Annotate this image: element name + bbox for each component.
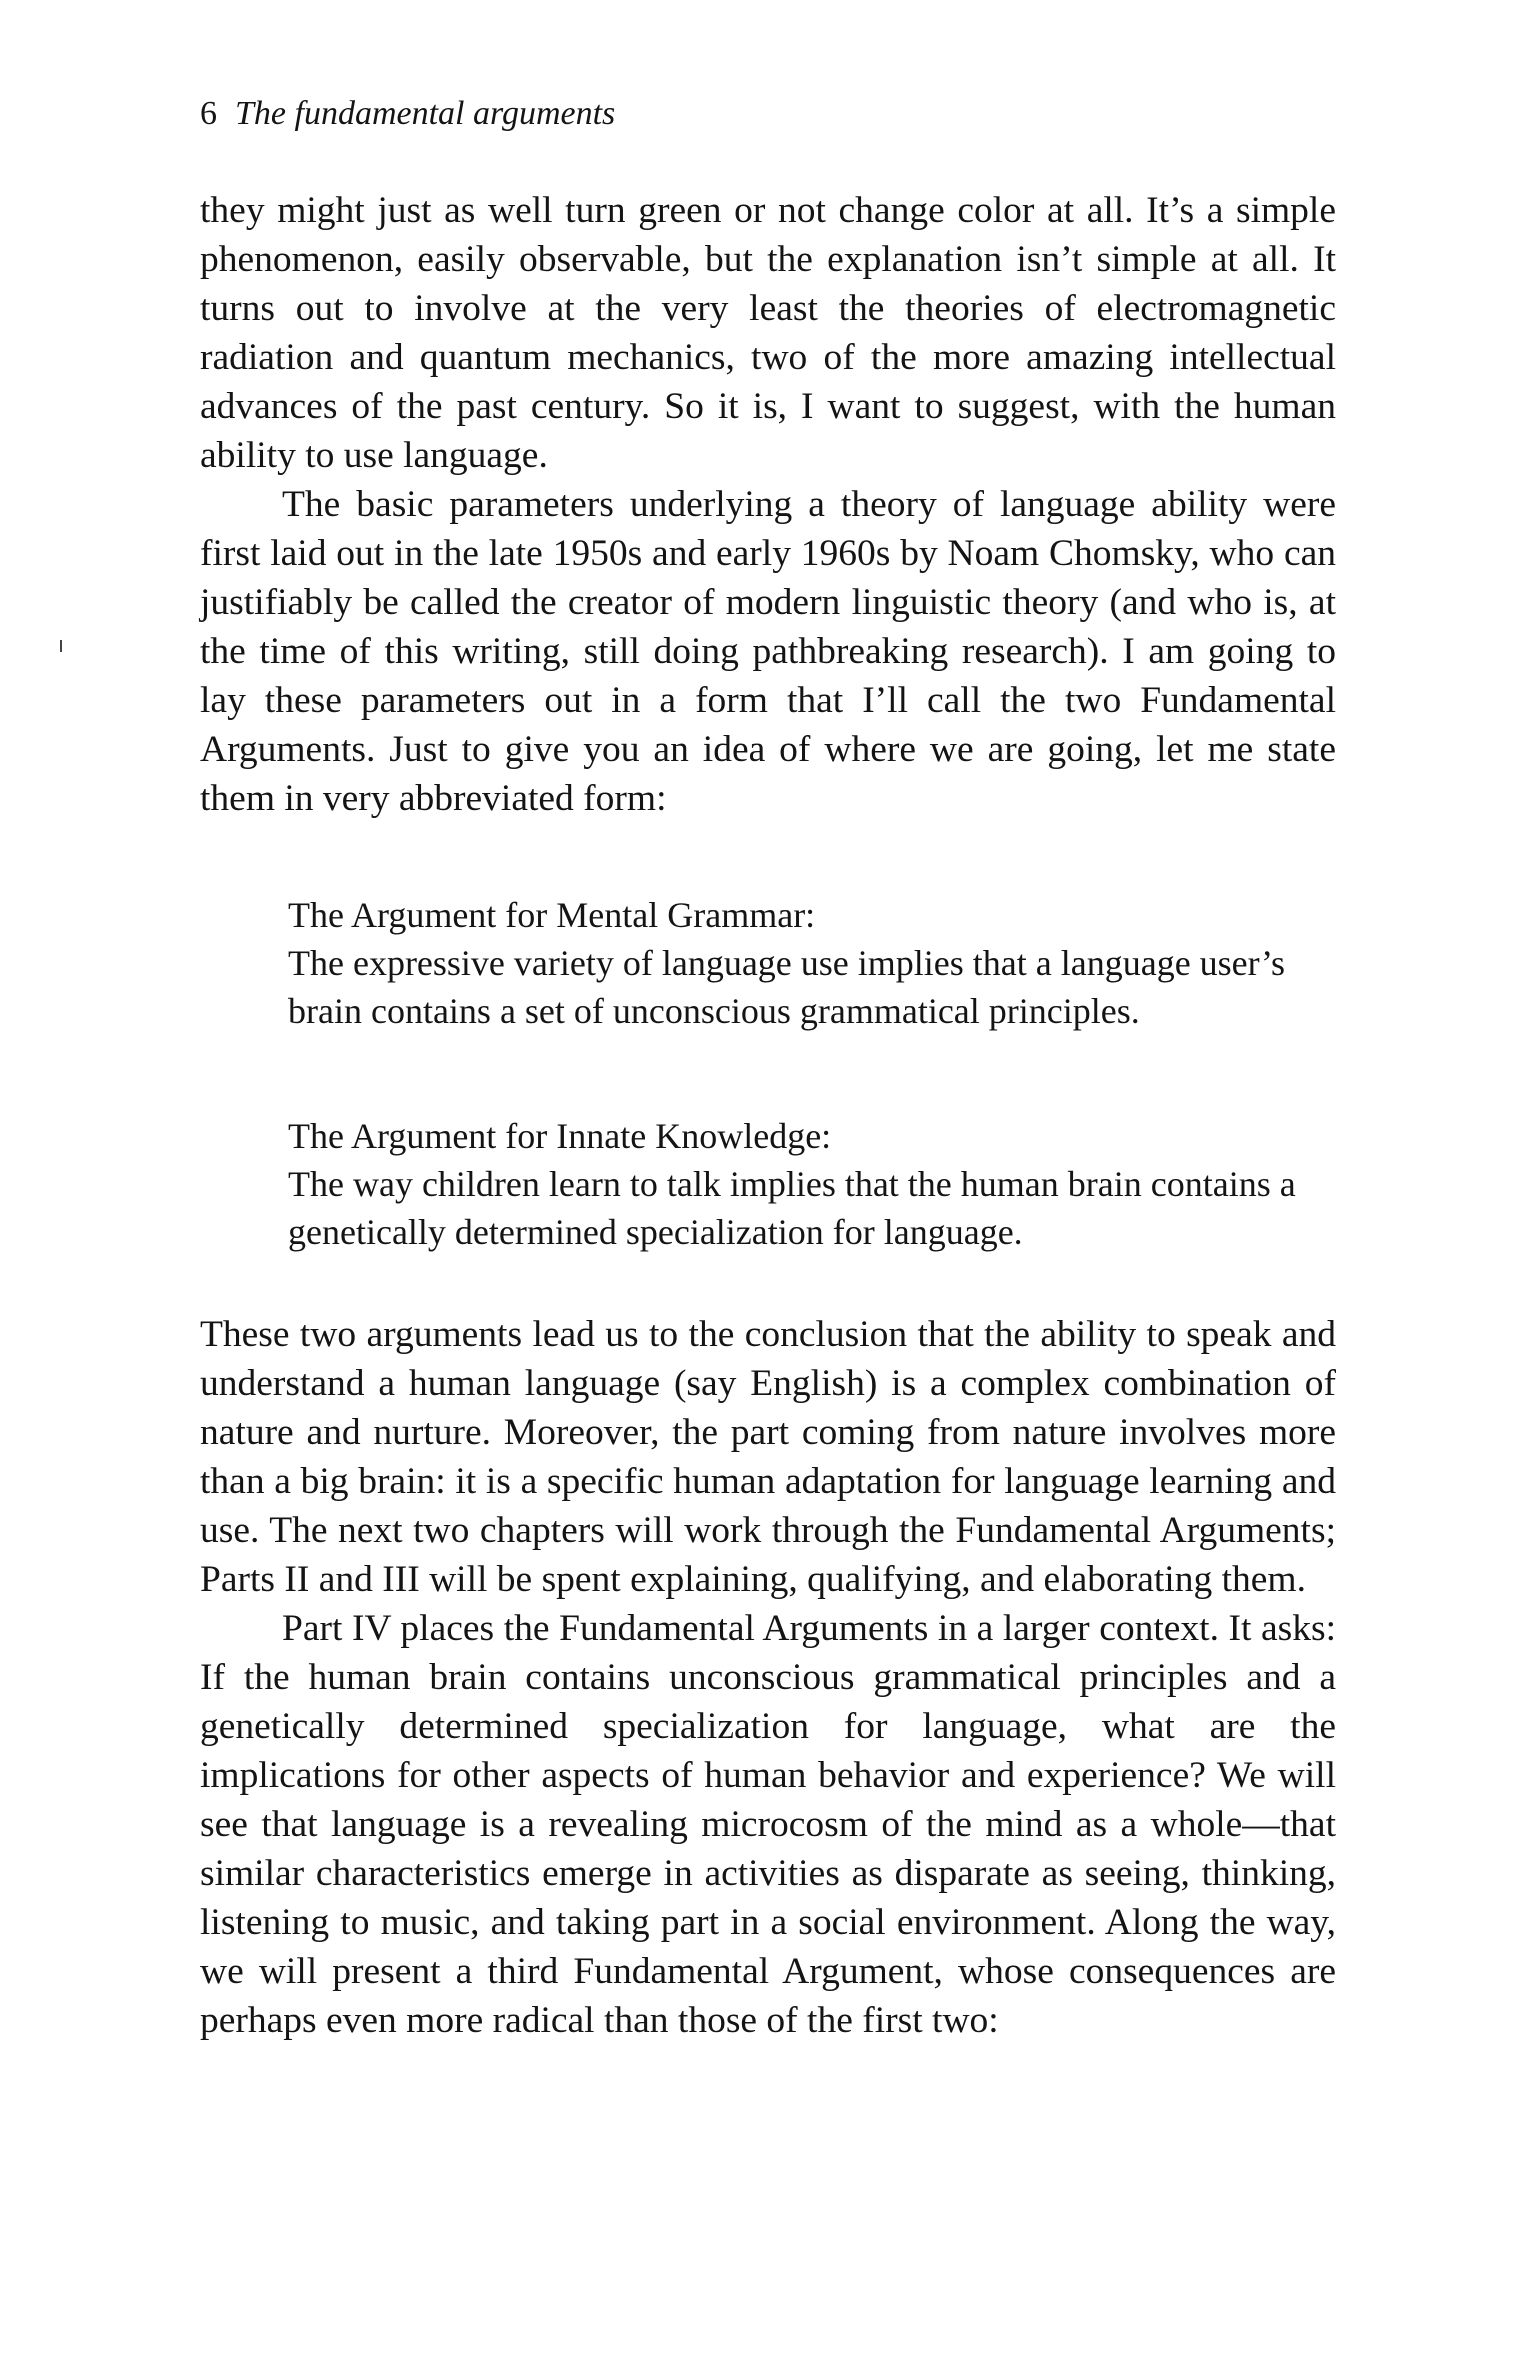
paragraph-conclusion: These two arguments lead us to the conclusion that the ability to speak and understand a human language (say English) is a complex combination of nature and nurture. Moreover, the part coming from nature involves more than a big brain: it is a specific human adaptation for language learning and use. The next two chapters will work through the Fundamental Arguments; Parts II and III will be spent explaining, qualifying, and elaborating them.	[200, 1314, 1336, 1600]
argument-innate-knowledge	[288, 1112, 1318, 1256]
running-title: The fundamental arguments	[235, 95, 616, 132]
argument-title: The Argument for Innate Knowledge:	[288, 1116, 832, 1156]
paragraph-chomsky: The basic parameters underlying a theory of language ability were first laid out in the late 1950s and early 1960s by Noam Chomsky, who can justifiably be called the creator of modern linguistic theory (and who is, at the time of this writing, still doing pathbreaking research). I am going to lay these parameters out in a form that I’ll call the two Fundamental Arguments. Just to give you an idea of where we are going, let me state them in very abbreviated form:	[200, 484, 1336, 819]
margin-mark	[60, 640, 62, 652]
argument-title: The Argument for Mental Grammar:	[288, 895, 816, 935]
outro-text	[200, 1310, 1336, 2045]
argument-mental-grammar	[288, 891, 1318, 1035]
intro-text	[200, 186, 1336, 823]
page-number: 6	[200, 95, 217, 132]
paragraph-continued: they might just as well turn green or not change color at all. It’s a simple phenomenon, easily observable, but the explanation isn’t simple at all. It turns out to involve at the very least the theories of electromagnetic radiation and quantum mechanics, two of the more amazing intellectual advances of the past century. So it is, I want to suggest, with the human ability to use language.	[200, 190, 1336, 476]
paragraph-part-four: Part IV places the Fundamental Arguments in a larger context. It asks: If the human brain contains unconscious grammatical principles and a genetically determined specialization for language, what are the implications for other aspects of human behavior and experience? We will see that language is a revealing microcosm of the mind as a whole—that similar characteristics emerge in activities as disparate as seeing, thinking, listening to music, and taking part in a social environment. Along the way, we will present a third Fundamental Argument, whose consequences are perhaps even more radical than those of the first two:	[200, 1608, 1336, 2041]
argument-body: The expressive variety of language use implies that a language user’s brain contains a set of unconscious grammatical principles.	[288, 943, 1285, 1031]
argument-body: The way children learn to talk implies that the human brain contains a genetically determined specialization for language.	[288, 1164, 1296, 1252]
running-header	[200, 94, 615, 134]
